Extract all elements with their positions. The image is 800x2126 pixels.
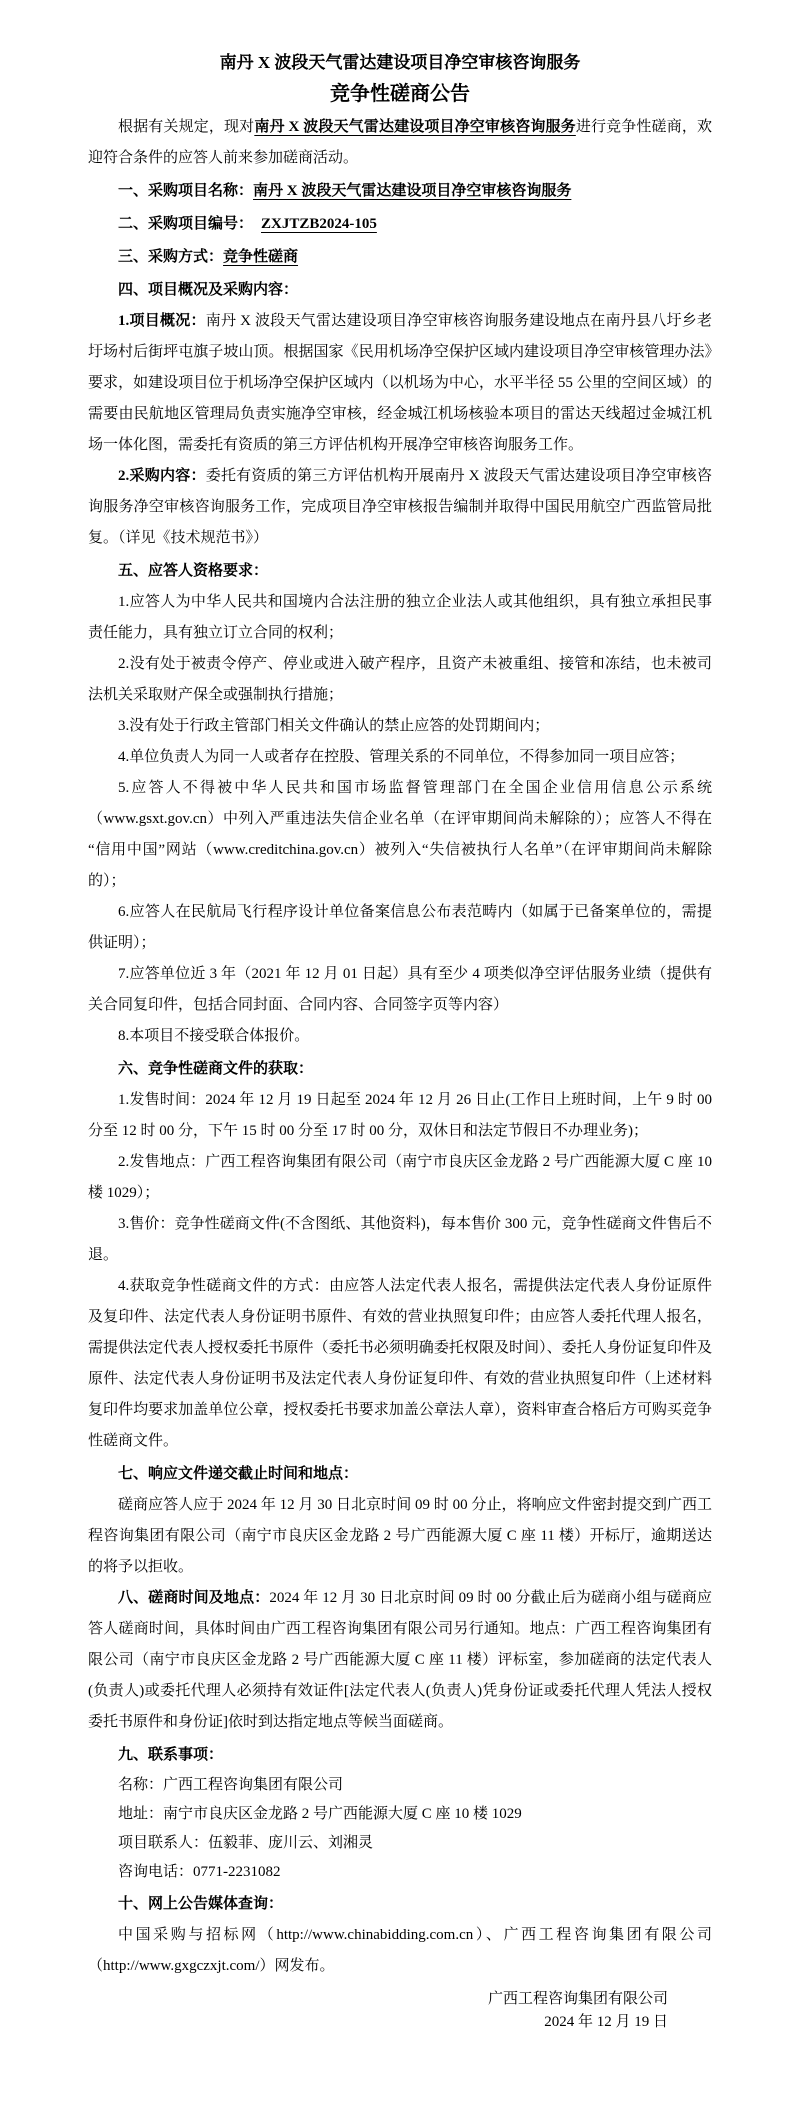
section-media-heading: 十、网上公告媒体查询： (118, 1896, 284, 1912)
qualification-item: 8.本项目不接受联合体报价。 (118, 1028, 310, 1044)
section-contact-heading: 九、联系事项： (118, 1747, 224, 1763)
project-name-value: 南丹 X 波段天气雷达建设项目净空审核咨询服务 (253, 183, 572, 199)
intro-suffix: 进行竞争性磋商，欢迎符合条件的应答人前来参加磋商活动。 (88, 119, 712, 166)
acquisition-item: 2.发售地点：广西工程咨询集团有限公司（南宁市良庆区金龙路 2 号广西能源大厦 C 座 10 楼 1029）； (88, 1154, 712, 1201)
section-procurement-method-label: 三、采购方式： (118, 249, 224, 265)
qualification-item: 6.应答人在民航局飞行程序设计单位备案信息公布表范畴内（如属于已备案单位的，需提供证明）； (88, 904, 712, 951)
section-submission-deadline-heading: 七、响应文件递交截止时间和地点： (118, 1466, 359, 1482)
qualification-item: 4.单位负责人为同一人或者存在控股、管理关系的不同单位，不得参加同一项目应答； (118, 749, 685, 765)
intro-project-name: 南丹 X 波段天气雷达建设项目净空审核咨询服务 (254, 119, 576, 135)
procurement-content-paragraph (88, 461, 712, 554)
acquisition-item: 3.售价：竞争性磋商文件(不含图纸、其他资料)，每本售价 300 元，竞争性磋商文件售后不退。 (88, 1216, 712, 1263)
project-number-value: ZXJTZB2024-105 (261, 216, 377, 232)
section-document-acquisition-heading: 六、竞争性磋商文件的获取： (118, 1061, 314, 1077)
section-project-number-label: 二、采购项目编号： (118, 216, 254, 232)
announcement-type-title: 竞争性磋商公告 (330, 83, 470, 105)
contact-org-line: 名称：广西工程咨询集团有限公司 (118, 1777, 344, 1793)
section-project-name-label: 一、采购项目名称： (118, 183, 254, 199)
consultation-time-paragraph (88, 1583, 712, 1738)
consultation-time-label: 八、磋商时间及地点： (118, 1590, 270, 1606)
qualification-item: 1.应答人为中华人民共和国境内合法注册的独立企业法人或其他组织，具有独立承担民事责任能力，具有独立订立合同的权利； (88, 594, 712, 641)
project-overview-label: 1.项目概况： (118, 313, 206, 329)
procurement-content-label: 2.采购内容： (118, 468, 206, 484)
section-qualification-heading: 五、应答人资格要求： (118, 563, 269, 579)
project-overview-paragraph (88, 306, 712, 461)
media-paragraph: 中国采购与招标网（http://www.chinabidding.com.cn）、广西工程咨询集团有限公司（http://www.gxgczxjt.com/）网发布。 (88, 1927, 712, 1974)
contact-block (88, 1771, 712, 1887)
section-project-name (88, 176, 712, 207)
procurement-content-text: 委托有资质的第三方评估机构开展南丹 X 波段天气雷达建设项目净空审核咨询服务净空审核咨询服务工作，完成项目净空审核报告编制并取得中国民用航空广西监管局批复。（详见《技术规范书》） (88, 468, 712, 546)
acquisition-item: 4.获取竞争性磋商文件的方式：由应答人法定代表人报名，需提供法定代表人身份证原件及复印件、法定代表人身份证明书原件、有效的营业执照复印件；由应答人委托代理人报名，需提供法定代表人授权委托书原件（委托书必须明确委托权限及时间）、委托人身份证复印件及原件、法定代表人身份证明书及法定代表人身份证复印件、有效的营业执照复印件（上述材料复印件均要求加盖单位公章，授权委托书要求加盖公章法人章），资料审查合格后方可购买竞争性磋商文件。 (88, 1278, 712, 1449)
signature-date: 2024 年 12 月 19 日 (544, 2014, 668, 2030)
project-overview-text: 南丹 X 波段天气雷达建设项目净空审核咨询服务建设地点在南丹县八圩乡老圩场村后街坪屯旗子坡山顶。根据国家《民用机场净空保护区域内建设项目净空审核管理办法》要求，如建设项目位于机场净空保护区域内（以机场为中心，水平半径 55 公里的空间区域）的需要由民航地区管理局负责实施净空审核，经金城江机场核验本项目的雷达天线超过金城江机场一体化图，需委托有资质的第三方评估机构开展净空审核咨询服务工作。 (88, 313, 712, 453)
qualification-item: 2.没有处于被责令停产、停业或进入破产程序，且资产未被重组、接管和冻结，也未被司法机关采取财产保全或强制执行措施； (88, 656, 712, 703)
acquisition-item: 1.发售时间：2024 年 12 月 19 日起至 2024 年 12 月 26 日止(工作日上班时间，上午 9 时 00 分至 12 时 00 分，下午 15 时 00 分至 17 时 00 分，双休日和法定节假日不办理业务)； (88, 1092, 712, 1139)
intro-prefix: 根据有关规定，现对 (118, 119, 255, 135)
submission-deadline-paragraph: 磋商应答人应于 2024 年 12 月 30 日北京时间 09 时 00 分止，将响应文件密封提交到广西工程咨询集团有限公司（南宁市良庆区金龙路 2 号广西能源大厦 C 座 11 楼）开标厅，逾期送达的将予以拒收。 (88, 1497, 712, 1575)
qualification-item: 7.应答单位近 3 年（2021 年 12 月 01 日起）具有至少 4 项类似净空评估服务业绩（提供有关合同复印件，包括合同封面、合同内容、合同签字页等内容） (88, 966, 712, 1013)
signature-block (88, 1988, 712, 2034)
contact-address-line: 地址：南宁市良庆区金龙路 2 号广西能源大厦 C 座 10 楼 1029 (118, 1806, 522, 1822)
section-overview-heading: 四、项目概况及采购内容： (118, 282, 299, 298)
document-title: 南丹 X 波段天气雷达建设项目净空审核咨询服务 (219, 53, 581, 72)
signature-org: 广西工程咨询集团有限公司 (487, 1991, 668, 2007)
qualification-item: 5.应答人不得被中华人民共和国市场监督管理部门在全国企业信用信息公示系统（www.gsxt.gov.cn）中列入严重违法失信企业名单（在评审期间尚未解除的）；应答人不得在“信用中国”网站（www.creditchina.gov.cn）被列入“失信被执行人名单”（在评审期间尚未解除的）； (88, 780, 712, 889)
contact-phone-line: 咨询电话：0771-2231082 (118, 1864, 281, 1880)
contact-persons-line: 项目联系人：伍毅菲、庞川云、刘湘灵 (118, 1835, 374, 1851)
section-procurement-method (88, 242, 712, 273)
procurement-method-value: 竞争性磋商 (223, 249, 299, 265)
section-project-number (88, 209, 712, 240)
intro-paragraph (88, 112, 712, 174)
qualification-item: 3.没有处于行政主管部门相关文件确认的禁止应答的处罚期间内； (118, 718, 550, 734)
consultation-time-text: 2024 年 12 月 30 日北京时间 09 时 00 分截止后为磋商小组与磋商应答人磋商时间，具体时间由广西工程咨询集团有限公司另行通知。地点：广西工程咨询集团有限公司（南宁市良庆区金龙路 2 号广西能源大厦 C 座 11 楼）评标室，参加磋商的法定代表人(负责人)或委托代理人必须持有效证件[法定代表人(负责人)凭身份证或委托代理人凭法人授权委托书原件和身份证]依时到达指定地点等候当面磋商。 (88, 1590, 712, 1730)
